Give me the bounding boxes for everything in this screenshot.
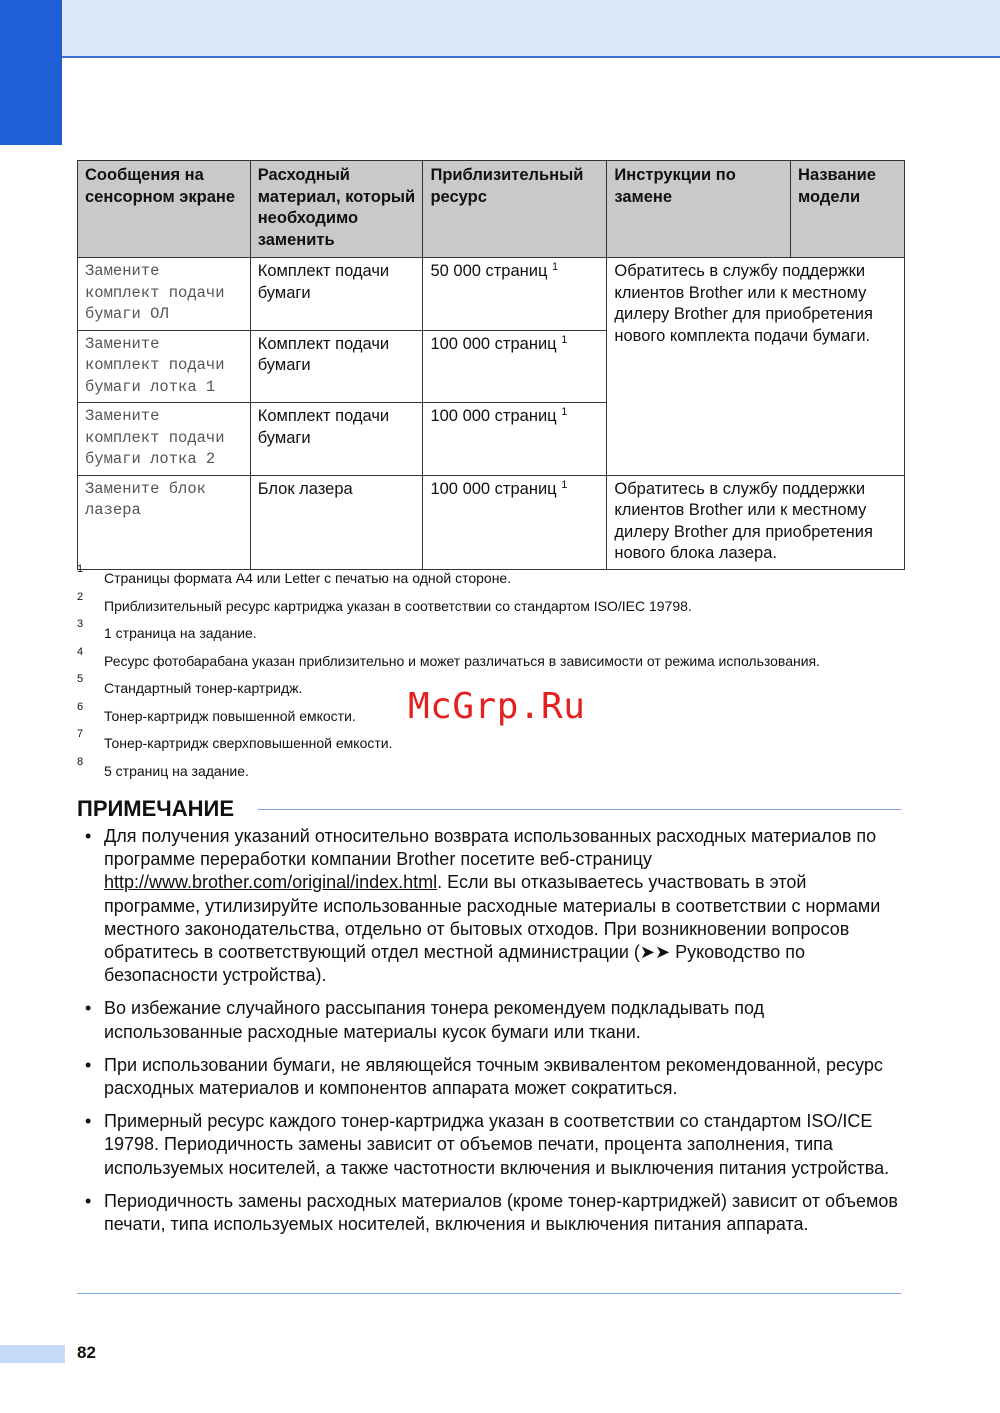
footnote-text: 1 страница на задание. — [104, 625, 257, 641]
note-title: ПРИМЕЧАНИЕ — [77, 796, 235, 821]
footnote-text: Ресурс фотобарабана указан приблизительно и может различаться в зависимости от режима использования. — [104, 652, 821, 669]
footnote-number: 4 — [77, 645, 84, 658]
footnote-number: 3 — [77, 618, 84, 630]
footnotes — [77, 563, 937, 786]
footnote — [77, 645, 937, 677]
header-resource: Приблизительный ресурс — [423, 161, 607, 258]
note-bottom-rule — [77, 1293, 901, 1294]
list-item: • Примерный ресурс каждого тонер-картриджа указан в соответствии со стандартом ISO/ICE 19798. Периодичность замены зависит от объемов печати, процента заполнения, типа используемых носителей, а также частотности включения и выключения питания устройства. — [77, 1110, 907, 1180]
footnote — [77, 755, 937, 787]
list-item — [77, 825, 907, 987]
page-number: 82 — [77, 1343, 96, 1362]
footnote-text: Страницы формата A4 или Letter с печатью на одной стороне. — [104, 570, 512, 586]
consumable-name: Блок лазера — [250, 475, 423, 569]
footnote-number: 5 — [77, 673, 84, 685]
watermark: McGrp.Ru — [408, 686, 586, 727]
footnote — [77, 563, 937, 594]
resource-value: 100 000 страниц — [430, 334, 557, 353]
header-material: Расходный материал, который необходимо заменить — [250, 161, 423, 258]
header-instructions: Инструкции по замене — [607, 161, 791, 258]
footnote-number: 7 — [77, 728, 84, 740]
resource-cell — [423, 403, 607, 476]
footnote-ref: 1 — [561, 333, 568, 346]
list-item: • Во избежание случайного рассыпания тонера рекомендуем подкладывать под использованные расходные материалы кусок бумаги или ткани. — [77, 997, 907, 1043]
safety-guide-reference: Руководство по безопасности устройства). — [104, 942, 806, 986]
note-list — [77, 825, 907, 1246]
footnote-text: Тонер-картридж повышенной емкости. — [104, 707, 356, 724]
double-arrow-icon: ➤➤ — [639, 942, 671, 963]
footnote — [77, 590, 937, 622]
note-title-rule — [258, 809, 901, 810]
footnote — [77, 618, 937, 649]
footnote-number: 1 — [77, 563, 84, 575]
footnote-ref: 1 — [552, 261, 559, 273]
note-text: . Если вы отказываетесь участвовать в этой программе, утилизируйте использованные расходные материалы в соответствии с нормами местного законодательства, отдельно от бытовых отходов. При возникновении вопросов обратитесь в соответствующий отдел местной администрации ( — [104, 872, 881, 963]
consumable-name: Комплект подачи бумаги — [250, 258, 423, 331]
table-row — [78, 475, 905, 569]
footnote-text: 5 страниц на задание. — [104, 762, 249, 779]
page-number-band — [0, 1345, 65, 1363]
header-model: Название модели — [791, 161, 905, 258]
touchscreen-message: Замените блок лазера — [78, 475, 251, 569]
list-item: • При использовании бумаги, не являющейся точным эквивалентом рекомендованной, ресурс расходных материалов и компонентов аппарата может сократиться. — [77, 1054, 907, 1100]
touchscreen-message: Замените комплект подачи бумаги лотка 2 — [78, 403, 251, 476]
resource-value: 50 000 страниц — [430, 262, 548, 280]
resource-value: 100 000 страниц — [430, 407, 557, 425]
footnote-number: 6 — [77, 700, 84, 713]
footnote-ref: 1 — [561, 478, 568, 491]
list-item: • Периодичность замены расходных материалов (кроме тонер-картриджей) зависит от объемов печати, типа используемых носителей, включения и выключения питания аппарата. — [77, 1190, 907, 1236]
note-text: Для получения указаний относительно возврата использованных расходных материалов по программе переработки компании Brother посетите веб-страницу — [104, 826, 877, 870]
consumable-name: Комплект подачи бумаги — [250, 330, 423, 403]
consumables-table — [77, 160, 905, 570]
brother-recycling-link[interactable]: http://www.brother.com/original/index.html — [104, 872, 438, 893]
consumable-name: Комплект подачи бумаги — [250, 403, 423, 476]
touchscreen-message: Замените комплект подачи бумаги лотка 1 — [78, 330, 251, 403]
replacement-instructions: Обратитесь в службу поддержки клиентов Brother или к местному дилеру Brother для приобретения нового комплекта подачи бумаги. — [607, 258, 905, 476]
chapter-tab — [0, 0, 62, 145]
header-rule — [62, 56, 1000, 58]
resource-cell — [423, 475, 607, 569]
replacement-instructions: Обратитесь в службу поддержки клиентов Brother или к местному дилеру Brother для приобретения нового блока лазера. — [607, 475, 905, 569]
resource-value: 100 000 страниц — [430, 479, 557, 498]
resource-cell — [423, 330, 607, 403]
footnote-number: 8 — [77, 755, 84, 768]
footnote-ref: 1 — [561, 406, 568, 418]
table-header-row — [78, 161, 905, 258]
footnote-text: Приблизительный ресурс картриджа указан в соответствии со стандартом ISO/IEC 19798. — [104, 597, 692, 614]
footnote-text: Тонер-картридж сверхповышенной емкости. — [104, 735, 393, 751]
footnote-text: Стандартный тонер-картридж. — [104, 680, 303, 696]
header-messages: Сообщения на сенсорном экране — [78, 161, 251, 258]
header-band — [0, 0, 1000, 56]
table-row — [78, 258, 905, 331]
footnote — [77, 728, 937, 759]
resource-cell — [423, 258, 607, 331]
touchscreen-message: Замените комплект подачи бумаги ОЛ — [78, 258, 251, 331]
footnote-number: 2 — [77, 590, 84, 603]
